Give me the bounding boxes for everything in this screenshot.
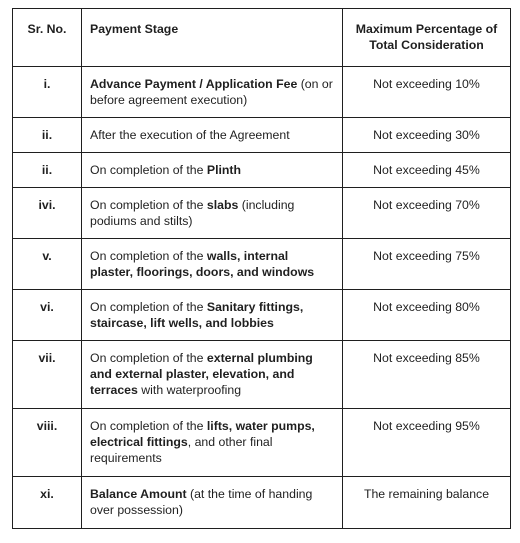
payment-stage-cell: [82, 118, 343, 153]
stage-text: On completion of the: [90, 300, 207, 314]
payment-stage-cell: [82, 67, 343, 118]
stage-text: , and other final requirements: [90, 435, 273, 465]
sr-no-cell: viii.: [13, 409, 82, 477]
percentage-cell: Not exceeding 70%: [343, 188, 511, 239]
stage-text: (on or before agreement execution): [90, 77, 333, 107]
stage-text-bold: slabs: [206, 198, 239, 212]
sr-no-cell: vii.: [13, 341, 82, 409]
stage-text: After the execution of the Agreement: [90, 128, 290, 142]
sr-no-cell: vi.: [13, 290, 82, 341]
percentage-cell: Not exceeding 85%: [343, 341, 511, 409]
stage-text: On completion of the: [90, 351, 207, 365]
stage-text: On completion of the: [90, 249, 207, 263]
payment-schedule-table: [12, 8, 511, 529]
stage-text-bold: Plinth: [206, 163, 242, 177]
table-row: [13, 118, 511, 153]
header-sr-no: Sr. No.: [13, 9, 82, 67]
sr-no-cell: ii.: [13, 153, 82, 188]
stage-text: On completion of the: [90, 163, 207, 177]
table-row: [13, 188, 511, 239]
header-max-percentage: Maximum Percentage of Total Consideration: [343, 9, 511, 67]
stage-text-bold: Sanitary fittings, staircase, lift wells, and lobbies: [90, 300, 304, 330]
stage-text-bold: walls, internal plaster, floorings, doors, and windows: [90, 249, 315, 279]
stage-text-bold: Balance Amount: [90, 487, 187, 501]
table-row: [13, 409, 511, 477]
table-row: [13, 477, 511, 529]
percentage-cell: Not exceeding 95%: [343, 409, 511, 477]
header-payment-stage: Payment Stage: [82, 9, 343, 67]
stage-text: with waterproofing: [137, 383, 242, 397]
payment-stage-cell: [82, 477, 343, 529]
sr-no-cell: xi.: [13, 477, 82, 529]
sr-no-cell: ii.: [13, 118, 82, 153]
table-row: [13, 153, 511, 188]
stage-text: (at the time of handing over possession): [90, 487, 313, 517]
percentage-cell: Not exceeding 80%: [343, 290, 511, 341]
stage-text-bold: Advance Payment / Application Fee: [90, 77, 298, 91]
table-row: [13, 67, 511, 118]
sr-no-cell: i.: [13, 67, 82, 118]
payment-stage-cell: [82, 290, 343, 341]
payment-stage-cell: [82, 409, 343, 477]
sr-no-cell: ivi.: [13, 188, 82, 239]
payment-stage-cell: [82, 188, 343, 239]
payment-stage-cell: [82, 153, 343, 188]
percentage-cell: The remaining balance: [343, 477, 511, 529]
stage-text: (including podiums and stilts): [90, 198, 295, 228]
table-row: [13, 341, 511, 409]
table-row: [13, 290, 511, 341]
sr-no-cell: v.: [13, 239, 82, 290]
stage-text-bold: lifts, water pumps, electrical fittings: [90, 419, 315, 449]
percentage-cell: Not exceeding 75%: [343, 239, 511, 290]
percentage-cell: Not exceeding 30%: [343, 118, 511, 153]
payment-stage-cell: [82, 341, 343, 409]
payment-stage-cell: [82, 239, 343, 290]
table-row: [13, 239, 511, 290]
percentage-cell: Not exceeding 45%: [343, 153, 511, 188]
percentage-cell: Not exceeding 10%: [343, 67, 511, 118]
stage-text: On completion of the: [90, 419, 207, 433]
stage-text: On completion of the: [90, 198, 207, 212]
header-row: [13, 9, 511, 67]
stage-text-bold: external plumbing and external plaster, elevation, and terraces: [90, 351, 313, 397]
